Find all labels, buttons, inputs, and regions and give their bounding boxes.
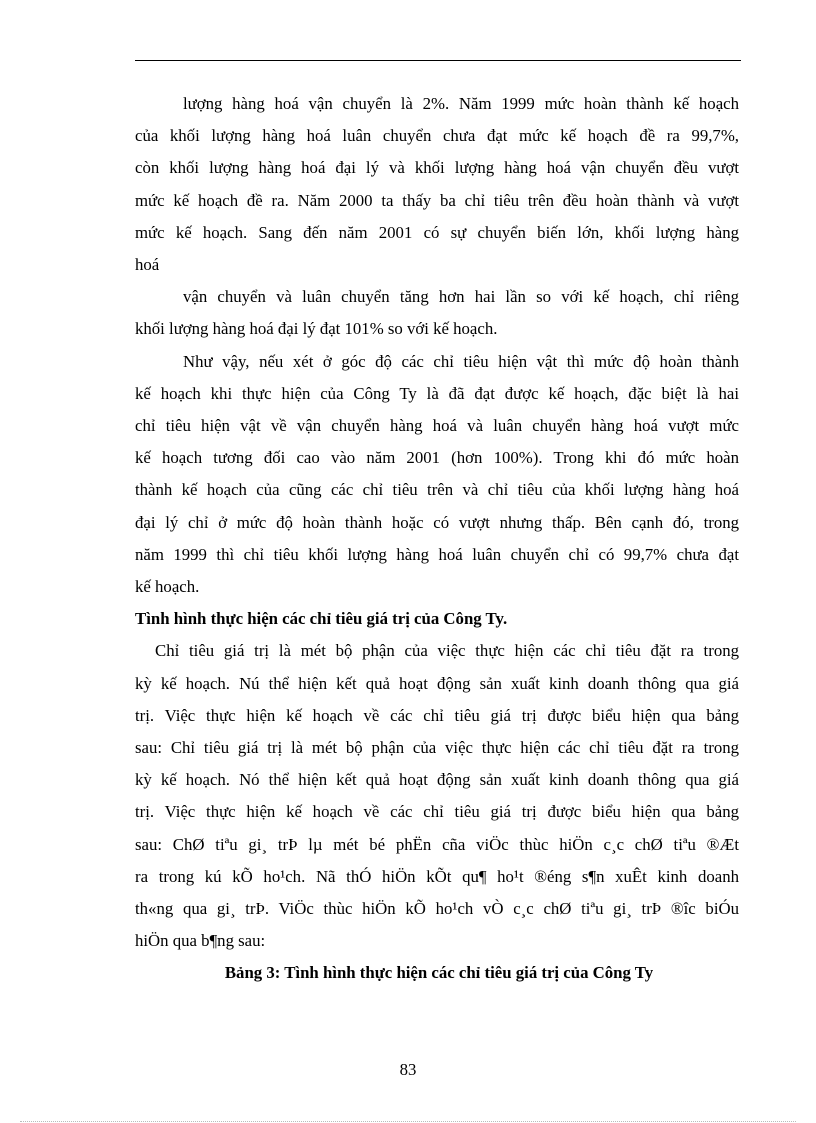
text-line: kỳ kế hoạch. Nó thể hiện kết quả hoạt động sản xuất kinh doanh thông qua giá xyxy=(135,770,739,790)
text-line: đại lý chỉ ở mức độ hoàn thành hoặc có vượt nhưng thấp. Bên cạnh đó, trong xyxy=(135,512,739,532)
text-line: Chỉ tiêu giá trị là mét bộ phận của việc thực hiện các chỉ tiêu đặt ra trong xyxy=(155,641,739,661)
text-line: sau: Chỉ tiêu giá trị là mét bộ phận của việc thực hiện các chỉ tiêu đặt ra trong xyxy=(135,738,739,758)
paragraph-3 xyxy=(135,346,739,604)
paragraph-4 xyxy=(135,635,739,957)
text-line: mức kế hoạch đề ra. Năm 2000 ta thấy ba chỉ tiêu trên đều hoàn thành và vượt xyxy=(135,190,739,210)
text-line: khối lượng hàng hoá đại lý đạt 101% so với kế hoạch. xyxy=(135,319,498,339)
table-caption: Bảng 3: Tình hình thực hiện các chỉ tiêu giá trị của Công Ty xyxy=(224,963,654,983)
page-number: 83 xyxy=(399,1060,417,1079)
text-line: thành kế hoạch của cũng các chỉ tiêu trên và chỉ tiêu của khối lượng hàng hoá xyxy=(135,480,739,500)
page-bottom-border xyxy=(20,1121,796,1122)
text-line: năm 1999 thì chỉ tiêu khối lượng hàng hoá luân chuyển chỉ có 99,7% chưa đạt xyxy=(135,544,739,564)
text-line: vận chuyển và luân chuyển tăng hơn hai lần so với kế hoạch, chỉ riêng xyxy=(183,287,739,307)
text-line: kế hoạch tương đối cao vào năm 2001 (hơn 100%). Trong khi đó mức hoàn xyxy=(135,448,739,468)
text-line: chỉ tiêu hiện vật về vận chuyển hàng hoá và luân chuyển hàng hoá vượt mức xyxy=(135,416,739,436)
text-line: còn khối lượng hàng hoá đại lý và khối lượng hàng hoá vận chuyển đều vượt xyxy=(135,158,739,178)
paragraph-2 xyxy=(135,281,739,345)
text-line: ra trong kú kÕ ho¹ch. Nã thÓ hiÖn kÕt qu¶ ho¹t ®éng s¶n xuÊt kinh doanh xyxy=(135,866,739,886)
section-heading: Tình hình thực hiện các chỉ tiêu giá trị của Công Ty. xyxy=(135,609,508,629)
text-line: mức kế hoạch. Sang đến năm 2001 có sự chuyển biến lớn, khối lượng hàng xyxy=(135,222,739,242)
text-line: lượng hàng hoá vận chuyển là 2%. Năm 1999 mức hoàn thành kế hoạch xyxy=(183,94,739,113)
text-line: Như vậy, nếu xét ở góc độ các chỉ tiêu hiện vật thì mức độ hoàn thành xyxy=(183,351,739,371)
text-line: sau: ChØ tiªu gi¸ trÞ lµ mét bé phËn cña viÖc thùc hiÖn c¸c chØ tiªu ®Æt xyxy=(135,834,739,854)
text-line: th«ng qua gi¸ trÞ. ViÖc thùc hiÖn kÕ ho¹ch vÒ c¸c chØ tiªu gi¸ trÞ ®îc biÓu xyxy=(135,899,739,919)
document-body xyxy=(135,88,739,990)
text-line: của khối lượng hàng hoá luân chuyển chưa đạt mức kế hoạch đề ra 99,7%, xyxy=(135,126,739,146)
text-line: hoá xyxy=(135,255,160,275)
text-line: kỳ kế hoạch. Nú thể hiện kết quả hoạt động sản xuất kinh doanh thông qua giá xyxy=(135,673,739,693)
paragraph-1 xyxy=(135,88,739,281)
text-line: trị. Việc thực hiện kế hoạch về các chỉ tiêu giá trị được biểu hiện qua bảng xyxy=(135,802,739,822)
text-line: trị. Việc thực hiện kế hoạch về các chỉ tiêu giá trị được biểu hiện qua bảng xyxy=(135,705,739,725)
text-line: kế hoạch khi thực hiện của Công Ty là đã đạt được kế hoạch, đặc biệt là hai xyxy=(135,383,739,403)
header-rule xyxy=(135,60,741,61)
text-line: kế hoạch. xyxy=(135,577,200,597)
text-line: hiÖn qua b¶ng sau: xyxy=(135,931,266,951)
